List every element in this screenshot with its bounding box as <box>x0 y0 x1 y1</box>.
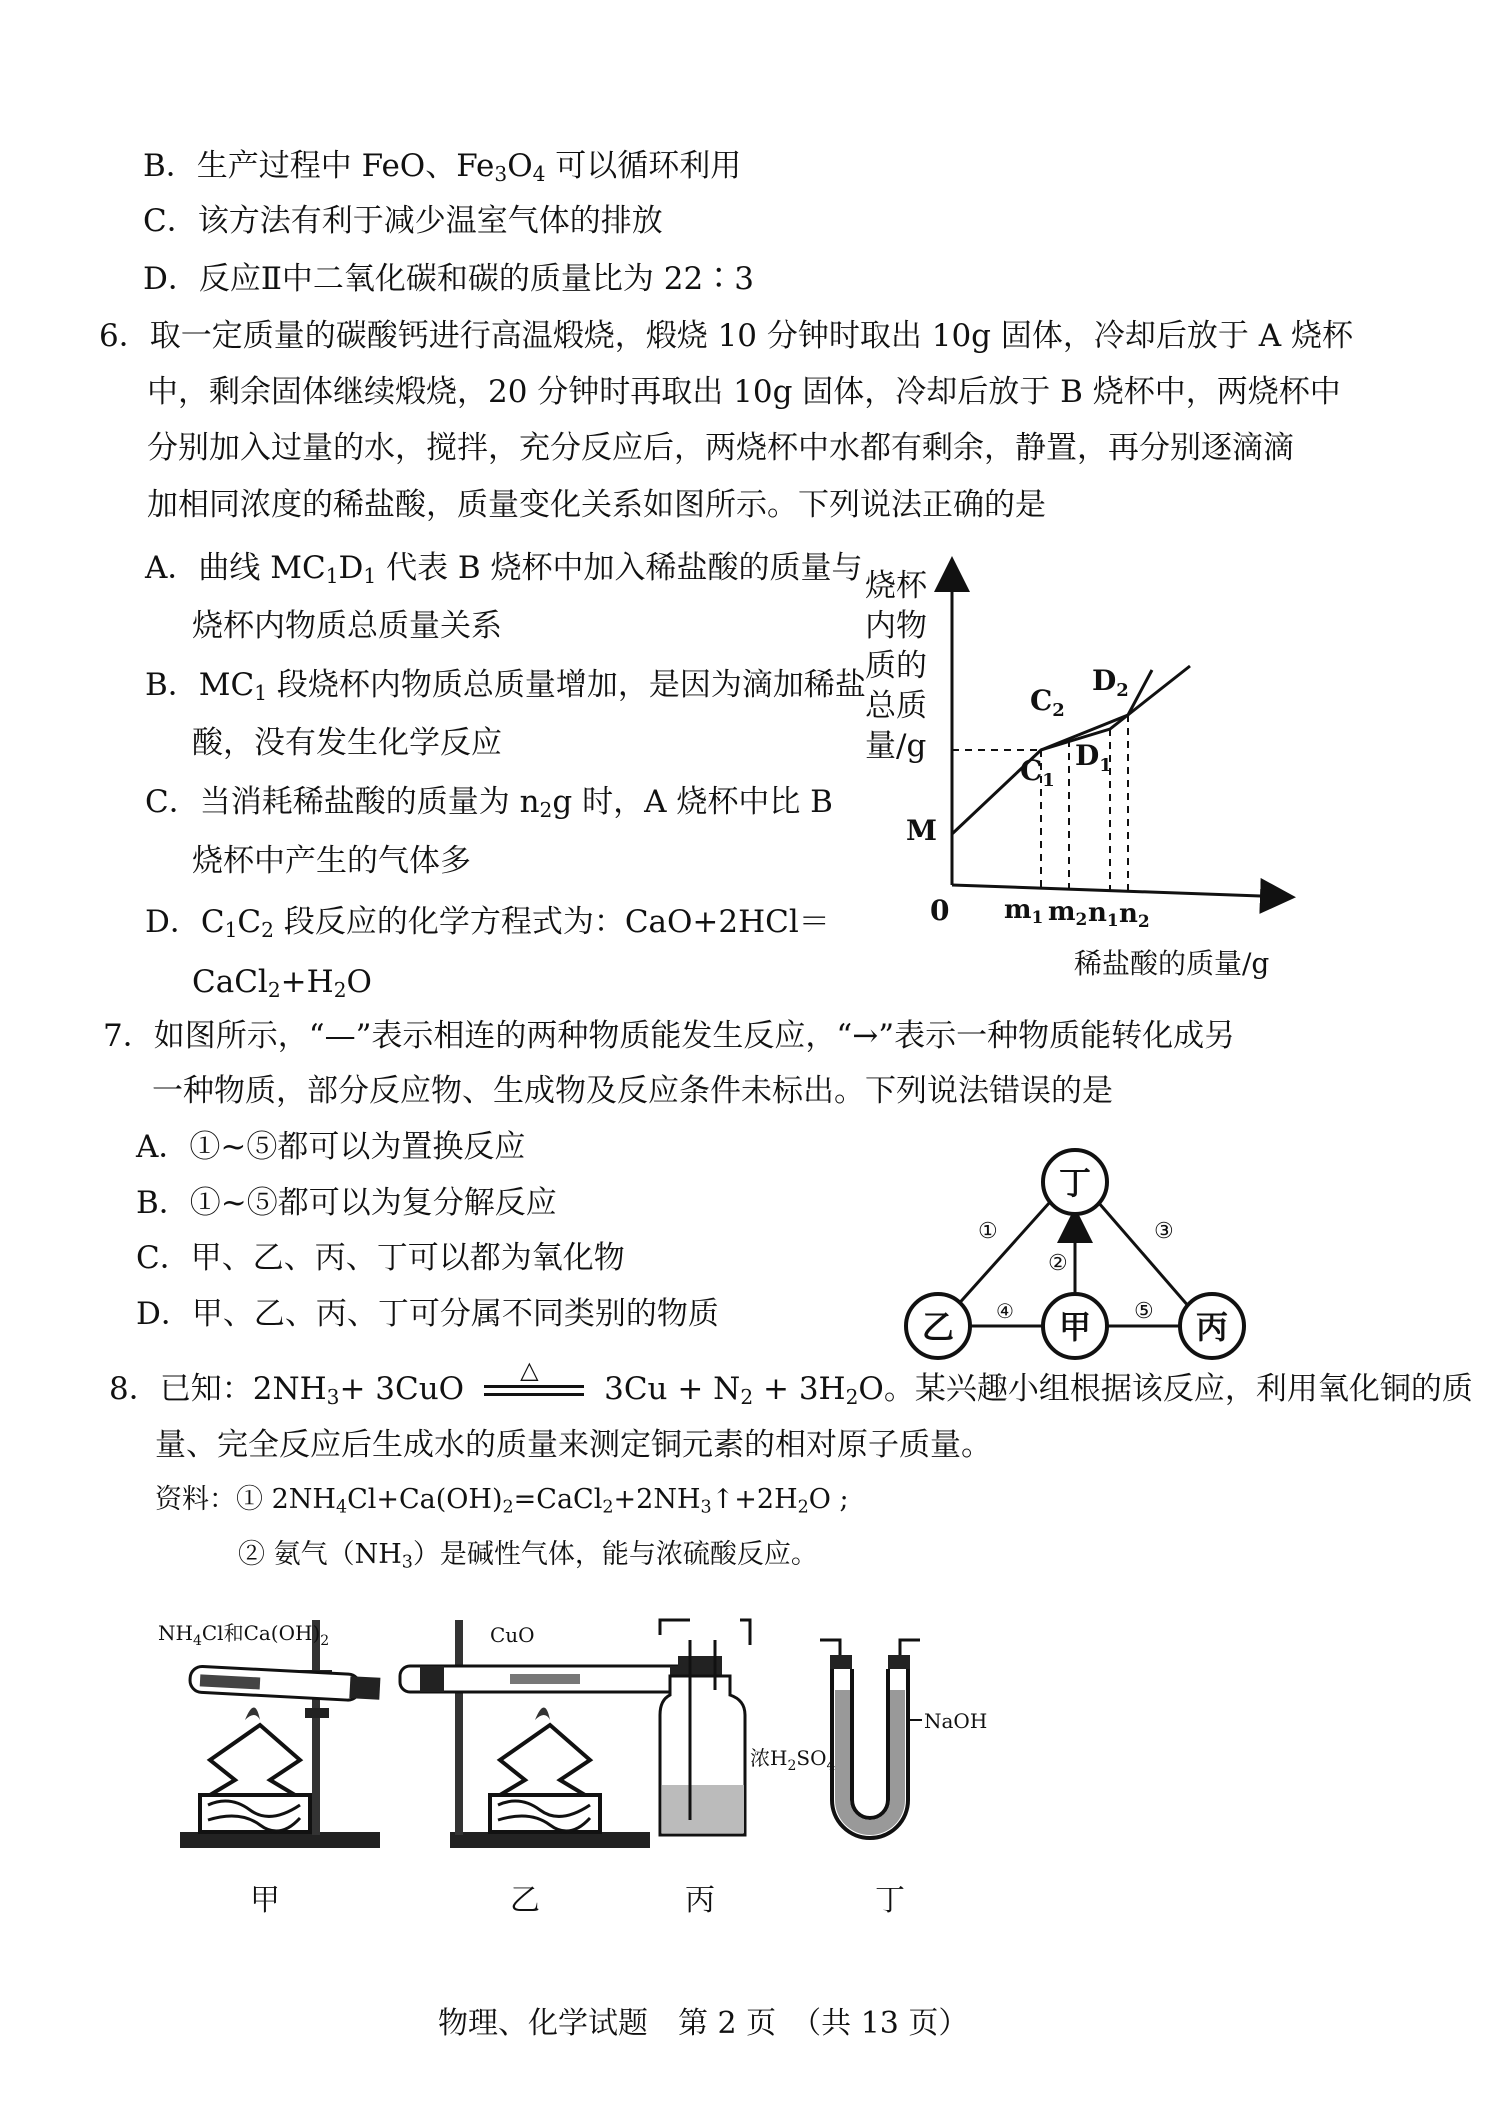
graph-tick-m2: m2 <box>1048 897 1088 930</box>
label-ding-reagent: NaOH <box>924 1709 988 1733</box>
q6-option-b-line2: 酸，没有发生化学反应 <box>192 725 502 761</box>
label-jia-reagent: $NH_4Cl$和$Ca(OH)_2$ <box>158 1621 330 1649</box>
q6-stem-line3: 分别加入过量的水，搅拌，充分反应后，两烧杯中水都有剩余，静置，再分别逐滴滴 <box>147 430 1294 466</box>
q8-apparatus-figure <box>150 1600 1050 1920</box>
graph-tick-n1: n1 <box>1088 898 1119 931</box>
q7-option-b: B．①~⑤都可以为复分解反应 <box>136 1185 557 1221</box>
apparatus-yi <box>400 1620 700 1848</box>
q6-option-a: A．曲线 $MC_1D_1$ 代表 B 烧杯中加入稀盐酸的质量与 <box>145 550 863 589</box>
apparatus-ding <box>820 1640 920 1838</box>
graph-xlabel: 稀盐酸的质量/g <box>1074 947 1270 980</box>
caption-ding: 丁 <box>875 1883 905 1918</box>
q6-option-d-line2: $CaCl_2+H_2O$ <box>192 964 372 1003</box>
graph-ylabel-line5: 量/g <box>865 728 927 764</box>
edge-num-2: ② <box>1048 1251 1068 1276</box>
apparatus-jia <box>180 1620 380 1848</box>
node-yi-label: 乙 <box>921 1308 955 1346</box>
graph-ylabel-line4: 总质 <box>865 688 927 724</box>
q8-resource-1: 资料：① $2NH_4Cl+Ca(OH)_2=CaCl_2+2NH_3↑+2H_2O$ ; <box>155 1484 849 1518</box>
edge-ding-bing <box>1098 1202 1190 1308</box>
q6-stem-line2: 中，剩余固体继续煅烧，20 分钟时再取出 10g 固体，冷却后放于 B 烧杯中，两烧杯中 <box>147 374 1341 410</box>
q6-option-c: C．当消耗稀盐酸的质量为 $n_2g$ 时，A 烧杯中比 B <box>145 784 833 823</box>
graph-ylabel-line1: 烧杯 <box>865 568 927 604</box>
q7-option-d: D．甲、乙、丙、丁可分属不同类别的物质 <box>136 1296 719 1332</box>
graph-curve-mc1d1 <box>952 666 1190 834</box>
graph-label-origin: 0 <box>930 894 950 927</box>
edge-num-5: ⑤ <box>1134 1299 1154 1324</box>
q5-option-b: B．生产过程中 FeO、$Fe_3O_4$ 可以循环利用 <box>143 148 742 187</box>
q6-mass-graph <box>860 540 1320 990</box>
graph-label-d2: $D_2$ <box>1092 664 1129 701</box>
graph-ylabel-line3: 质的 <box>865 648 927 684</box>
edge-num-4: ④ <box>996 1299 1014 1323</box>
q7-relation-diagram <box>900 1140 1260 1360</box>
graph-label-m: M <box>906 814 937 847</box>
graph-tick-n2: n2 <box>1119 899 1150 932</box>
node-bing-label: 丙 <box>1195 1308 1229 1346</box>
q5-option-d: D．反应Ⅱ中二氧化碳和碳的质量比为 22∶3 <box>143 261 754 297</box>
graph-x-axis <box>952 885 1290 897</box>
label-yi-reagent: CuO <box>490 1623 535 1647</box>
page-footer: 物理、化学试题 第 2 页 （共 13 页） <box>438 2006 969 2041</box>
label-bing-reagent: 浓$H_2SO_4$ <box>750 1746 836 1774</box>
q8-stem-line2: 量、完全反应后生成水的质量来测定铜元素的相对原子质量。 <box>155 1427 992 1463</box>
q6-option-c-line2: 烧杯中产生的气体多 <box>192 843 471 879</box>
graph-label-c2: $C_2$ <box>1030 684 1065 721</box>
graph-tick-m1: m1 <box>1004 895 1044 928</box>
q6-option-b: B．$MC_1$ 段烧杯内物质总质量增加，是因为滴加稀盐 <box>145 667 866 706</box>
q6-stem-line1: 6．取一定质量的碳酸钙进行高温煅烧，煅烧 10 分钟时取出 10g 固体，冷却后放于 A 烧杯 <box>99 318 1353 354</box>
reaction-condition-delta: △ <box>520 1355 539 1384</box>
q6-option-d: D．$C_1C_2$ 段反应的化学方程式为：CaO+2HCl＝ <box>145 904 830 943</box>
graph-ylabel-line2: 内物 <box>865 608 927 644</box>
node-jia-label: 甲 <box>1058 1308 1092 1346</box>
graph-label-d1: $D_1$ <box>1075 739 1112 776</box>
q8-stem-line1: 8．已知：$2NH_3+ 3CuO$ △ $3Cu + N_2 + 3H_2O$。某兴趣小组根据该反应，利用氧化铜的质 <box>109 1369 1473 1417</box>
q7-stem-line1: 7．如图所示，“—”表示相连的两种物质能发生反应，“→”表示一种物质能转化成另 <box>103 1018 1236 1054</box>
edge-yi-ding <box>955 1202 1050 1308</box>
q7-stem-line2: 一种物质，部分反应物、生成物及反应条件未标出。下列说法错误的是 <box>152 1073 1113 1109</box>
apparatus-bing <box>660 1620 750 1835</box>
caption-jia: 甲 <box>250 1883 280 1918</box>
q5-option-c: C．该方法有利于减少温室气体的排放 <box>143 203 663 239</box>
q6-stem-line4: 加相同浓度的稀盐酸，质量变化关系如图所示。下列说法正确的是 <box>147 487 1046 523</box>
graph-label-c1: $C_1$ <box>1020 754 1055 791</box>
q8-resource-2: ② 氨气$(NH_3)$是碱性气体，能与浓硫酸反应。 <box>238 1539 818 1573</box>
q6-option-a-line2: 烧杯内物质总质量关系 <box>192 608 502 644</box>
q7-option-a: A．①~⑤都可以为置换反应 <box>136 1129 526 1165</box>
q7-option-c: C．甲、乙、丙、丁可以都为氧化物 <box>136 1240 625 1276</box>
edge-num-3: ③ <box>1154 1219 1174 1244</box>
edge-num-1: ① <box>978 1219 998 1244</box>
caption-bing: 丙 <box>685 1883 715 1918</box>
node-ding-label: 丁 <box>1058 1164 1092 1202</box>
caption-yi: 乙 <box>510 1883 540 1918</box>
